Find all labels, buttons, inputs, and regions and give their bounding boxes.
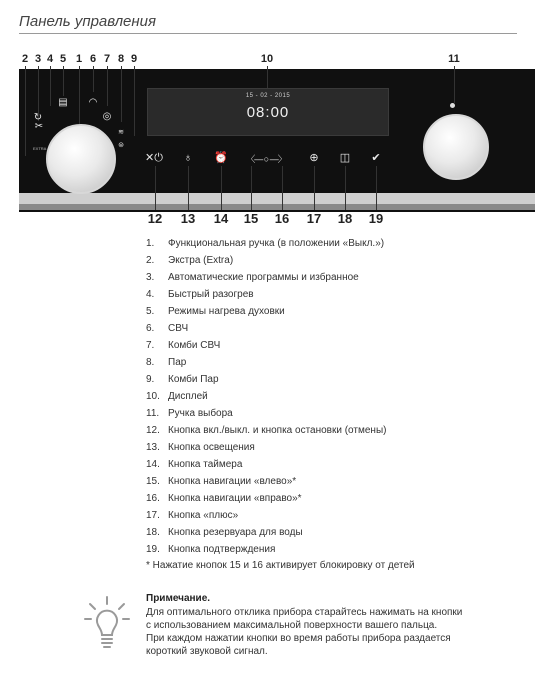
callout-15: 15 [243,211,259,226]
list-item: 13. Кнопка освещения [146,442,255,453]
display-date: 15 - 02 - 2015 [245,93,291,99]
plus-button[interactable]: ⊕ [309,152,319,164]
callout-2: 2 [21,53,29,65]
leader-line [25,66,26,156]
callout-13: 13 [180,211,196,226]
note-text: короткий звуковой сигнал. [146,646,268,657]
callout-3: 3 [34,53,42,65]
leader-line [376,166,377,210]
page-title: Панель управления [19,13,157,30]
list-item: 19. Кнопка подтверждения [146,544,276,555]
leader-line [63,66,64,96]
leader-line [93,66,94,92]
list-item: 12. Кнопка вкл./выкл. и кнопка остановки (отмены) [146,425,387,436]
leader-line [267,66,268,88]
note-text: Для оптимального отклика прибора старайтесь нажимать на кнопки [146,607,463,618]
callout-14: 14 [213,211,229,226]
callout-16: 16 [274,211,290,226]
panel-trim-shadow [19,204,535,210]
callout-6: 6 [89,53,97,65]
leader-line [188,166,189,210]
leader-line [251,166,252,210]
title-divider [19,33,517,34]
selector-indicator [450,103,455,108]
callout-4: 4 [46,53,54,65]
list-item: 11. Ручка выбора [146,408,233,419]
leader-line [345,166,346,210]
leader-line [134,66,135,136]
list-item: 1. Функциональная ручка (в положении «Выкл.») [146,238,385,249]
selector-knob[interactable] [423,114,489,180]
leader-line [155,166,156,210]
quick-heat-icon: ▤ [58,97,68,108]
leader-line [282,166,283,210]
leader-line [314,166,315,210]
list-item: 3. Автоматические программы и избранное [146,272,359,283]
callout-11: 11 [448,53,460,65]
list-item: 4. Быстрый разогрев [146,289,254,300]
footnote: * Нажатие кнопок 15 и 16 активирует блокировку от детей [146,560,415,571]
leader-line [79,66,80,126]
microwave-icon: ◠ [88,97,98,108]
callout-18: 18 [337,211,353,226]
leader-line [454,66,455,103]
power-button[interactable]: ✕⏻ [145,152,163,164]
list-item: 2. Экстра (Extra) [146,255,234,266]
leader-line [50,66,51,106]
note-text: При каждом нажатии кнопки во время работы прибора раздается [146,633,451,644]
list-item: 17. Кнопка «плюс» [146,510,239,521]
callout-5: 5 [59,53,67,65]
combi-steam-icon: ⊜ [118,142,124,149]
callout-8: 8 [117,53,125,65]
list-item: 7. Комби СВЧ [146,340,221,351]
leader-line [221,166,222,210]
list-item: 6. СВЧ [146,323,189,334]
callout-19: 19 [368,211,384,226]
timer-button[interactable]: ⏰ [214,152,228,164]
function-knob[interactable] [46,124,116,194]
list-item: 10. Дисплей [146,391,208,402]
lightbulb-icon [84,595,130,665]
list-item: 18. Кнопка резервуара для воды [146,527,303,538]
list-item: 9. Комби Пар [146,374,219,385]
extra-label: EXTRA [33,146,47,151]
list-item: 14. Кнопка таймера [146,459,243,470]
panel-trim [19,193,535,204]
callout-10: 10 [260,53,274,65]
note-title: Примечание. [146,593,211,604]
extra-icon: ✂ [34,121,44,132]
note-text: с использованием максимальной поверхности вашего пальца. [146,620,438,631]
confirm-button[interactable]: ✔ [371,152,381,164]
auto-programs-icon: ↻ [33,112,43,123]
list-item: 16. Кнопка навигации «вправо»* [146,493,302,504]
display [147,88,389,136]
callout-9: 9 [130,53,138,65]
callout-7: 7 [103,53,111,65]
nav-buttons[interactable]: 〈— ○ —〉 [246,154,286,164]
steam-icon: ≋ [118,129,124,136]
callout-17: 17 [306,211,322,226]
light-button[interactable]: ♁ [183,152,193,164]
list-item: 15. Кнопка навигации «влево»* [146,476,297,487]
display-time: 08:00 [246,104,290,121]
callout-12: 12 [147,211,163,226]
list-item: 8. Пар [146,357,187,368]
callout-1: 1 [75,53,83,65]
water-tank-button[interactable]: ◫ [339,152,351,164]
leader-line [107,66,108,106]
list-item: 5. Режимы нагрева духовки [146,306,285,317]
combi-microwave-icon: ◎ [102,111,112,122]
leader-line [121,66,122,122]
